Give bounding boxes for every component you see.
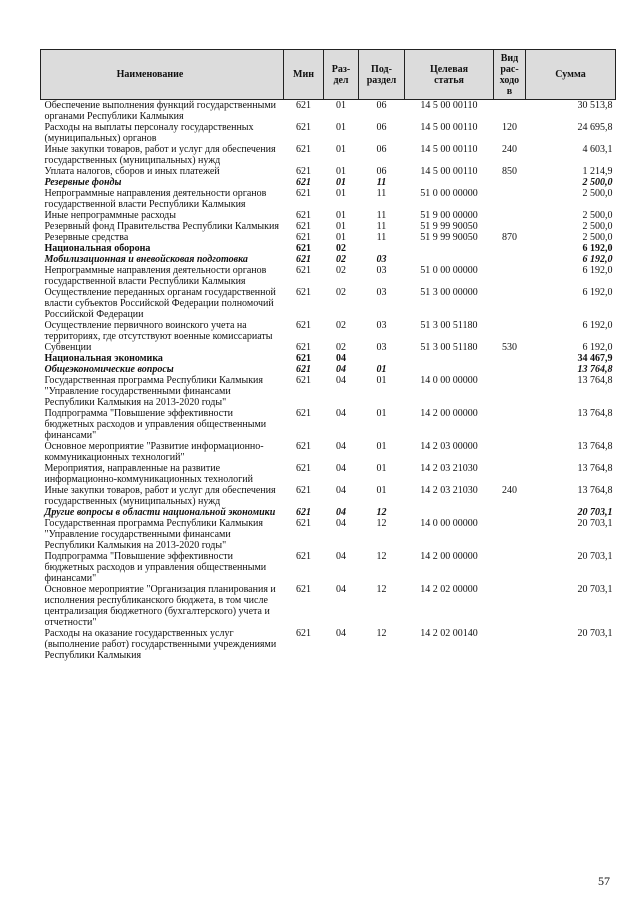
row-celevaya xyxy=(405,243,494,254)
row-celevaya: 14 2 02 00140 xyxy=(420,628,478,639)
row-podrazdel: 03 xyxy=(376,342,387,353)
row-podrazdel: 12 xyxy=(376,628,387,639)
row-celevaya: 14 2 03 21030 xyxy=(420,485,478,496)
row-summa: 4 603,1 xyxy=(582,144,613,155)
row-summa: 2 500,0 xyxy=(582,210,613,221)
row-name: Расходы на оказание государственных услуг (выполнение работ) государственными учреждениями Республики Калмыкия xyxy=(44,628,277,661)
row-vid: 850 xyxy=(502,166,517,177)
row-vid: 870 xyxy=(502,232,517,243)
row-podrazdel: 01 xyxy=(376,441,387,452)
table-row xyxy=(41,375,616,408)
row-vid xyxy=(494,265,526,287)
row-razdel: 01 xyxy=(336,232,346,243)
table-row xyxy=(41,320,616,342)
row-min: 621 xyxy=(296,628,311,639)
row-vid xyxy=(494,463,526,485)
row-celevaya: 14 2 03 21030 xyxy=(420,463,478,474)
row-razdel: 02 xyxy=(336,287,346,298)
row-razdel: 01 xyxy=(336,122,346,133)
row-celevaya: 51 9 99 90050 xyxy=(420,232,478,243)
row-celevaya: 51 3 00 00000 xyxy=(420,287,478,298)
row-vid xyxy=(494,287,526,320)
row-vid xyxy=(494,177,526,188)
header-podrazdel: Под- раздел xyxy=(359,50,405,100)
row-name: Резервный фонд Правительства Республики Калмыкия xyxy=(44,221,279,232)
table-row xyxy=(41,463,616,485)
table-row xyxy=(41,485,616,507)
row-vid xyxy=(494,188,526,210)
table-row xyxy=(41,188,616,210)
row-podrazdel xyxy=(359,243,405,254)
table-row xyxy=(41,441,616,463)
row-razdel: 04 xyxy=(336,408,346,419)
row-razdel: 04 xyxy=(336,375,346,386)
row-name: Осуществление первичного воинского учета на территориях, где отсутствуют военные комиссариаты xyxy=(44,320,273,342)
row-min: 621 xyxy=(296,166,311,177)
row-podrazdel: 01 xyxy=(376,485,387,496)
row-min: 621 xyxy=(296,221,311,232)
row-name: Общеэкономические вопросы xyxy=(44,364,174,375)
table-row xyxy=(41,210,616,221)
row-vid: 530 xyxy=(502,342,517,353)
row-razdel: 01 xyxy=(336,144,346,155)
row-name: Национальная оборона xyxy=(44,243,151,254)
row-min: 621 xyxy=(296,485,311,496)
row-min: 621 xyxy=(296,441,311,452)
table-header xyxy=(41,50,616,100)
row-summa: 13 764,8 xyxy=(577,441,613,452)
row-vid xyxy=(494,254,526,265)
row-vid xyxy=(494,221,526,232)
header-name: Наименование xyxy=(41,50,284,100)
row-podrazdel: 11 xyxy=(376,177,387,188)
row-summa: 13 764,8 xyxy=(577,364,613,375)
row-podrazdel: 03 xyxy=(376,320,387,331)
row-podrazdel: 12 xyxy=(376,518,387,529)
row-min: 621 xyxy=(296,408,311,419)
row-vid xyxy=(494,210,526,221)
row-name: Мобилизационная и вневойсковая подготовка xyxy=(44,254,248,265)
row-min: 621 xyxy=(296,364,311,375)
row-celevaya: 14 5 00 00110 xyxy=(420,166,478,177)
row-celevaya xyxy=(405,254,494,265)
row-razdel: 01 xyxy=(336,210,346,221)
row-name: Государственная программа Республики Калмыкия "Управление государственными финансами Республики Калмыкия на 2013-2020 годы" xyxy=(44,375,264,408)
row-podrazdel xyxy=(359,353,405,364)
row-min: 621 xyxy=(296,320,311,331)
row-summa: 13 764,8 xyxy=(577,463,613,474)
row-summa: 2 500,0 xyxy=(582,177,613,188)
row-razdel: 04 xyxy=(336,485,346,496)
table-row xyxy=(41,177,616,188)
row-vid xyxy=(494,628,526,661)
row-podrazdel: 11 xyxy=(376,188,387,199)
row-name: Иные закупки товаров, работ и услуг для обеспечения государственных (муниципальных) нужд xyxy=(44,485,276,507)
row-razdel: 04 xyxy=(336,551,346,562)
header-min: Мин xyxy=(284,50,324,100)
row-celevaya: 51 9 00 00000 xyxy=(420,210,478,221)
row-vid xyxy=(494,375,526,408)
row-name: Другие вопросы в области национальной экономики xyxy=(44,507,276,518)
row-celevaya xyxy=(405,353,494,364)
row-name: Резервные средства xyxy=(44,232,129,243)
row-razdel: 02 xyxy=(336,342,346,353)
row-min: 621 xyxy=(284,100,324,123)
row-vid xyxy=(494,551,526,584)
row-razdel: 01 xyxy=(336,188,346,199)
row-summa: 1 214,9 xyxy=(582,166,613,177)
budget-table-page xyxy=(40,49,615,661)
row-name: Иные непрограммные расходы xyxy=(44,210,176,221)
row-name: Основное мероприятие "Организация планирования и исполнения республиканского бюджета, в том числе централизация бюджетного (бухгалтерского) учета и отчетности" xyxy=(44,584,276,628)
table-row xyxy=(41,100,616,123)
row-podrazdel: 06 xyxy=(359,100,405,123)
row-name: Мероприятия, направленные на развитие информационно-коммуникационных технологий xyxy=(44,463,253,485)
row-razdel: 04 xyxy=(336,507,346,518)
table-row xyxy=(41,518,616,551)
row-vid xyxy=(494,243,526,254)
row-summa: 34 467,9 xyxy=(577,353,613,364)
row-summa: 13 764,8 xyxy=(577,485,613,496)
row-podrazdel: 01 xyxy=(376,375,387,386)
row-celevaya: 14 2 00 00000 xyxy=(420,408,478,419)
row-celevaya: 51 9 99 90050 xyxy=(420,221,478,232)
row-podrazdel: 11 xyxy=(376,210,387,221)
row-celevaya: 51 0 00 00000 xyxy=(420,265,478,276)
row-min: 621 xyxy=(296,584,311,595)
table-row xyxy=(41,507,616,518)
table-row xyxy=(41,364,616,375)
row-razdel: 02 xyxy=(336,320,346,331)
row-name: Основное мероприятие "Развитие информационно-коммуникационных технологий" xyxy=(44,441,264,463)
row-celevaya xyxy=(405,507,494,518)
row-podrazdel: 11 xyxy=(376,232,387,243)
row-razdel: 01 xyxy=(336,221,346,232)
row-podrazdel: 03 xyxy=(376,287,387,298)
row-min: 621 xyxy=(296,518,311,529)
table-row xyxy=(41,254,616,265)
row-min: 621 xyxy=(296,375,311,386)
row-razdel: 04 xyxy=(336,364,346,375)
row-vid: 240 xyxy=(502,485,517,496)
row-celevaya: 14 2 00 00000 xyxy=(420,551,478,562)
row-name: Уплата налогов, сборов и иных платежей xyxy=(44,166,220,177)
row-celevaya: 14 2 02 00000 xyxy=(420,584,478,595)
row-summa: 20 703,1 xyxy=(577,628,613,639)
row-podrazdel: 12 xyxy=(376,584,387,595)
row-summa: 6 192,0 xyxy=(582,287,613,298)
table-row xyxy=(41,551,616,584)
row-celevaya: 51 3 00 51180 xyxy=(420,320,478,331)
budget-table xyxy=(40,49,616,661)
row-razdel: 02 xyxy=(336,243,346,254)
row-celevaya: 14 5 00 00110 xyxy=(405,100,494,123)
row-razdel: 04 xyxy=(336,518,346,529)
table-row xyxy=(41,122,616,144)
row-podrazdel: 11 xyxy=(376,221,387,232)
row-name: Иные закупки товаров, работ и услуг для обеспечения государственных (муниципальных) нужд xyxy=(44,144,276,166)
row-min: 621 xyxy=(296,177,311,188)
row-razdel: 01 xyxy=(336,177,346,188)
row-summa: 13 764,8 xyxy=(577,375,613,386)
row-razdel: 04 xyxy=(336,441,346,452)
row-razdel: 04 xyxy=(336,628,346,639)
table-row xyxy=(41,265,616,287)
row-name: Непрограммные направления деятельности органов государственной власти Республики Калмыкия xyxy=(44,265,267,287)
row-celevaya: 14 0 00 00000 xyxy=(420,375,478,386)
table-row xyxy=(41,628,616,661)
row-podrazdel: 01 xyxy=(376,408,387,419)
table-row xyxy=(41,353,616,364)
header-celevaya: Целевая статья xyxy=(405,50,494,100)
row-name: Подпрограмма "Повышение эффективности бюджетных расходов и управления общественными финансами" xyxy=(44,408,267,441)
row-min: 621 xyxy=(296,507,311,518)
row-min: 621 xyxy=(296,144,311,155)
row-summa: 20 703,1 xyxy=(577,551,613,562)
row-summa: 24 695,8 xyxy=(577,122,613,133)
row-vid xyxy=(494,100,526,123)
row-razdel: 04 xyxy=(336,463,346,474)
row-razdel: 04 xyxy=(336,584,346,595)
row-summa: 6 192,0 xyxy=(582,254,613,265)
row-podrazdel: 03 xyxy=(376,254,387,265)
row-podrazdel: 12 xyxy=(376,507,387,518)
table-row xyxy=(41,408,616,441)
row-vid: 120 xyxy=(502,122,517,133)
row-vid xyxy=(494,584,526,628)
row-min: 621 xyxy=(296,210,311,221)
row-summa: 13 764,8 xyxy=(577,408,613,419)
row-podrazdel: 03 xyxy=(376,265,387,276)
row-summa: 6 192,0 xyxy=(582,265,613,276)
header-vid: Вид рас- ходо в xyxy=(494,50,526,100)
table-row xyxy=(41,584,616,628)
row-min: 621 xyxy=(296,188,311,199)
table-row xyxy=(41,221,616,232)
row-celevaya: 14 5 00 00110 xyxy=(420,122,478,133)
row-celevaya: 51 3 00 51180 xyxy=(420,342,478,353)
row-summa: 6 192,0 xyxy=(582,243,613,254)
row-summa: 6 192,0 xyxy=(582,320,613,331)
row-vid xyxy=(494,320,526,342)
row-min: 621 xyxy=(296,265,311,276)
row-name: Расходы на выплаты персоналу государственных (муниципальных) органов xyxy=(44,122,254,144)
table-row xyxy=(41,144,616,166)
row-vid xyxy=(494,364,526,375)
table-row xyxy=(41,342,616,353)
row-vid xyxy=(494,353,526,364)
row-name: Национальная экономика xyxy=(44,353,163,364)
row-min: 621 xyxy=(296,243,311,254)
row-name: Государственная программа Республики Калмыкия "Управление государственными финансами Республики Калмыкия на 2013-2020 годы" xyxy=(44,518,264,551)
row-podrazdel: 06 xyxy=(376,166,387,177)
header-summa: Сумма xyxy=(526,50,616,100)
row-name: Резервные фонды xyxy=(44,177,122,188)
row-vid xyxy=(494,518,526,551)
table-row xyxy=(41,243,616,254)
row-summa: 20 703,1 xyxy=(577,507,613,518)
table-row xyxy=(41,287,616,320)
row-vid xyxy=(494,441,526,463)
row-summa: 30 513,8 xyxy=(526,100,616,123)
table-row xyxy=(41,166,616,177)
table-row xyxy=(41,232,616,243)
row-summa: 2 500,0 xyxy=(582,221,613,232)
row-vid xyxy=(494,507,526,518)
row-summa: 2 500,0 xyxy=(582,188,613,199)
row-celevaya: 14 5 00 00110 xyxy=(420,144,478,155)
row-razdel: 01 xyxy=(336,166,346,177)
row-razdel: 01 xyxy=(324,100,359,123)
row-name: Обеспечение выполнения функций государственными органами Республики Калмыкия xyxy=(41,100,284,123)
row-min: 621 xyxy=(296,463,311,474)
row-vid xyxy=(494,408,526,441)
row-podrazdel: 06 xyxy=(376,144,387,155)
row-razdel: 02 xyxy=(336,265,346,276)
row-celevaya: 14 0 00 00000 xyxy=(420,518,478,529)
row-summa: 20 703,1 xyxy=(577,518,613,529)
row-vid: 240 xyxy=(502,144,517,155)
row-name: Осуществление переданных органам государственной власти субъектов Российской Федерации полномочий Российской Федерации xyxy=(44,287,276,320)
table-body xyxy=(41,100,616,662)
row-podrazdel: 01 xyxy=(376,463,387,474)
row-min: 621 xyxy=(296,342,311,353)
row-min: 621 xyxy=(296,254,311,265)
row-podrazdel: 01 xyxy=(376,364,387,375)
row-razdel: 02 xyxy=(336,254,346,265)
row-summa: 6 192,0 xyxy=(582,342,613,353)
row-min: 621 xyxy=(296,287,311,298)
row-min: 621 xyxy=(296,232,311,243)
row-summa: 20 703,1 xyxy=(577,584,613,595)
row-min: 621 xyxy=(296,551,311,562)
row-name: Подпрограмма "Повышение эффективности бюджетных расходов и управления общественными финансами" xyxy=(44,551,267,584)
row-celevaya: 14 2 03 00000 xyxy=(420,441,478,452)
row-name: Субвенции xyxy=(44,342,92,353)
row-celevaya xyxy=(405,177,494,188)
row-name: Непрограммные направления деятельности органов государственной власти Республики Калмыкия xyxy=(44,188,267,210)
row-min: 621 xyxy=(296,353,311,364)
row-razdel: 04 xyxy=(336,353,346,364)
row-podrazdel: 12 xyxy=(376,551,387,562)
header-razdel: Раз- дел xyxy=(324,50,359,100)
page-number: 57 xyxy=(598,874,610,888)
row-celevaya: 51 0 00 00000 xyxy=(420,188,478,199)
row-podrazdel: 06 xyxy=(376,122,387,133)
row-celevaya xyxy=(405,364,494,375)
row-min: 621 xyxy=(296,122,311,133)
row-summa: 2 500,0 xyxy=(582,232,613,243)
